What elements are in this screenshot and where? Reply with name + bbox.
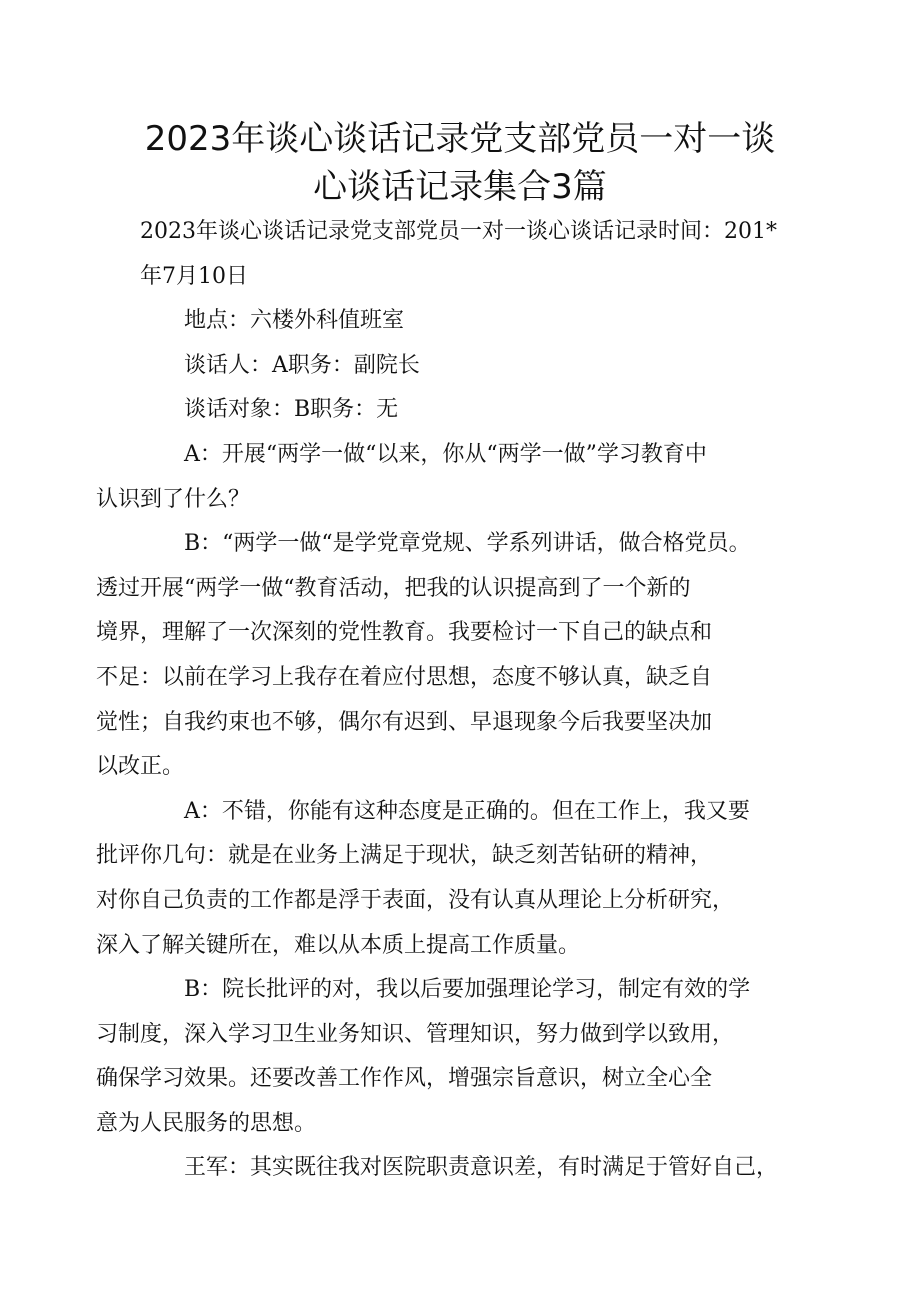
text-line: A：不错，你能有这种态度是正确的。但在工作上，我又要 (184, 798, 750, 824)
text-line: 境界，理解了一次深刻的党性教育。我要检讨一下自己的缺点和 (96, 620, 713, 646)
text-line: 谈话人：A职务：副院长 (184, 352, 420, 378)
paragraph-dialogue-wangjun (140, 1146, 800, 1191)
text-line: A：开展“两学一做“以来，你从“两学一做”学习教育中 (184, 441, 707, 467)
text-line: 习制度，深入学习卫生业务知识、管理知识，努力做到学以致用， (96, 1021, 735, 1047)
document-body (96, 210, 800, 1191)
text-line: 批评你几句：就是在业务上满足于现状，缺乏刻苦钻研的精神， (96, 843, 713, 869)
text-line: 觉性；自我约束也不够，偶尔有迟到、早退现象今后我要坚决加 (96, 709, 713, 735)
text-line: 不足：以前在学习上我存在着应付思想，态度不够认真，缺乏自 (96, 664, 713, 690)
text-line: 年7月10日 (140, 263, 248, 289)
text-line: 谈话对象：B职务：无 (184, 397, 399, 423)
paragraph-dialogue-b1 (96, 522, 800, 790)
text-line: 深入了解关键所在，难以从本质上提高工作质量。 (96, 932, 581, 958)
paragraph-dialogue-a1 (96, 433, 800, 522)
paragraph-dialogue-a2 (96, 790, 800, 968)
document-title-line-2: 心谈话记录集合3篇 (313, 167, 607, 207)
paragraph-location (140, 299, 800, 344)
text-line: 对你自己负责的工作都是浮于表面，没有认真从理论上分析研究， (96, 887, 735, 913)
text-line: 认识到了什么？ (96, 486, 251, 512)
document-title-line-1: 2023年谈心谈话记录党支部党员一对一谈 (144, 119, 776, 159)
text-line: B：院长批评的对，我以后要加强理论学习，制定有效的学 (184, 977, 751, 1003)
paragraph-dialogue-b2 (96, 968, 800, 1146)
text-line: 意为人民服务的思想。 (96, 1110, 317, 1136)
text-line: 透过开展“两学一做“教育活动，把我的认识提高到了一个新的 (96, 575, 691, 601)
text-line: 2023年谈心谈话记录党支部党员一对一谈心谈话记录时间：201* (140, 219, 777, 244)
text-line: 以改正。 (96, 754, 185, 780)
text-line: 地点：六楼外科值班室 (184, 308, 405, 334)
paragraph-interviewee (140, 388, 800, 433)
text-line: 确保学习效果。还要改善工作作风，增强宗旨意识，树立全心全 (96, 1066, 713, 1092)
paragraph-interviewer (140, 344, 800, 389)
text-line: 王军：其实既往我对医院职责意识差，有时满足于管好自己， (184, 1155, 779, 1181)
text-line: B：“两学一做“是学党章党规、学系列讲话，做合格党员。 (184, 531, 751, 557)
paragraph-intro (140, 210, 800, 299)
